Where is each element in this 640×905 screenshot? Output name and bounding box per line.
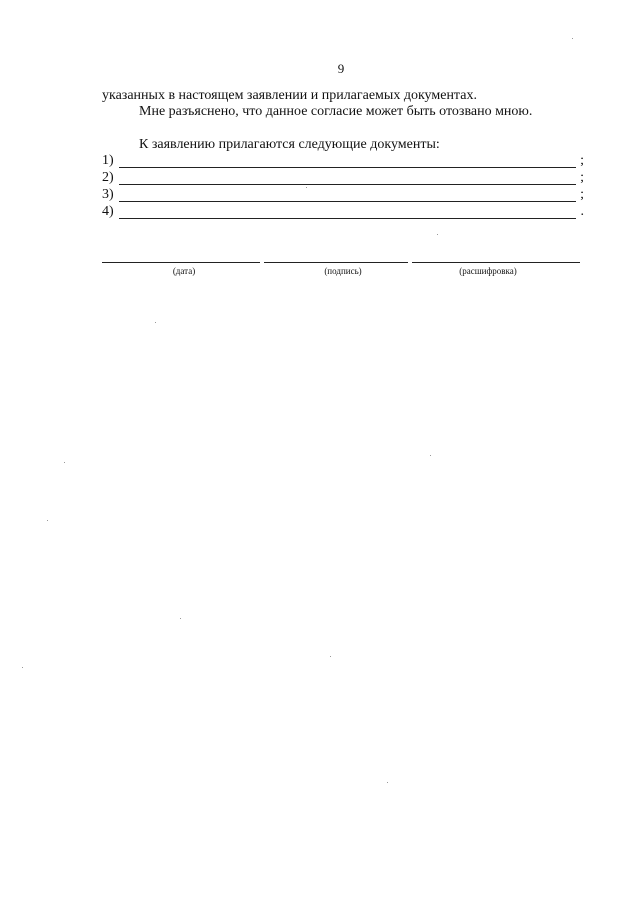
scan-speck (180, 618, 181, 619)
consent-text-line: указанных в настоящем заявлении и прилагаемых документах. (102, 88, 477, 103)
document-number: 4) (102, 204, 114, 219)
document-blank-line (119, 184, 576, 185)
scan-speck (430, 455, 431, 456)
document-end-mark: ; (580, 170, 584, 185)
document-entry-3 (102, 187, 584, 204)
document-entry-1 (102, 153, 584, 170)
scan-speck (306, 187, 307, 188)
document-entry-4 (102, 204, 584, 221)
document-number: 3) (102, 187, 114, 202)
document-end-mark: ; (580, 187, 584, 202)
date-line (102, 262, 260, 263)
decoding-label: (расшифровка) (459, 266, 517, 276)
scan-speck (155, 322, 156, 323)
attachments-intro: К заявлению прилагаются следующие документы: (139, 137, 440, 152)
page-number: 9 (337, 61, 345, 76)
document-blank-line (119, 201, 576, 202)
scan-speck (22, 667, 23, 668)
scan-speck (387, 782, 388, 783)
decoding-line (412, 262, 580, 263)
date-label: (дата) (172, 266, 196, 276)
scan-speck (437, 234, 438, 235)
scan-speck (64, 462, 65, 463)
attached-documents-list (102, 153, 584, 221)
document-blank-line (119, 167, 576, 168)
scan-speck (572, 38, 573, 39)
document-number: 2) (102, 170, 114, 185)
scan-speck (330, 656, 331, 657)
signature-lines (102, 262, 580, 263)
signature-line (264, 262, 408, 263)
document-blank-line (119, 218, 576, 219)
document-entry-2 (102, 170, 584, 187)
signature-label: (подпись) (324, 266, 362, 276)
document-end-mark: ; (580, 153, 584, 168)
document-number: 1) (102, 153, 114, 168)
document-end-mark: . (580, 204, 584, 219)
scan-speck (47, 520, 48, 521)
revocation-notice: Мне разъяснено, что данное согласие может быть отозвано мною. (139, 104, 533, 119)
